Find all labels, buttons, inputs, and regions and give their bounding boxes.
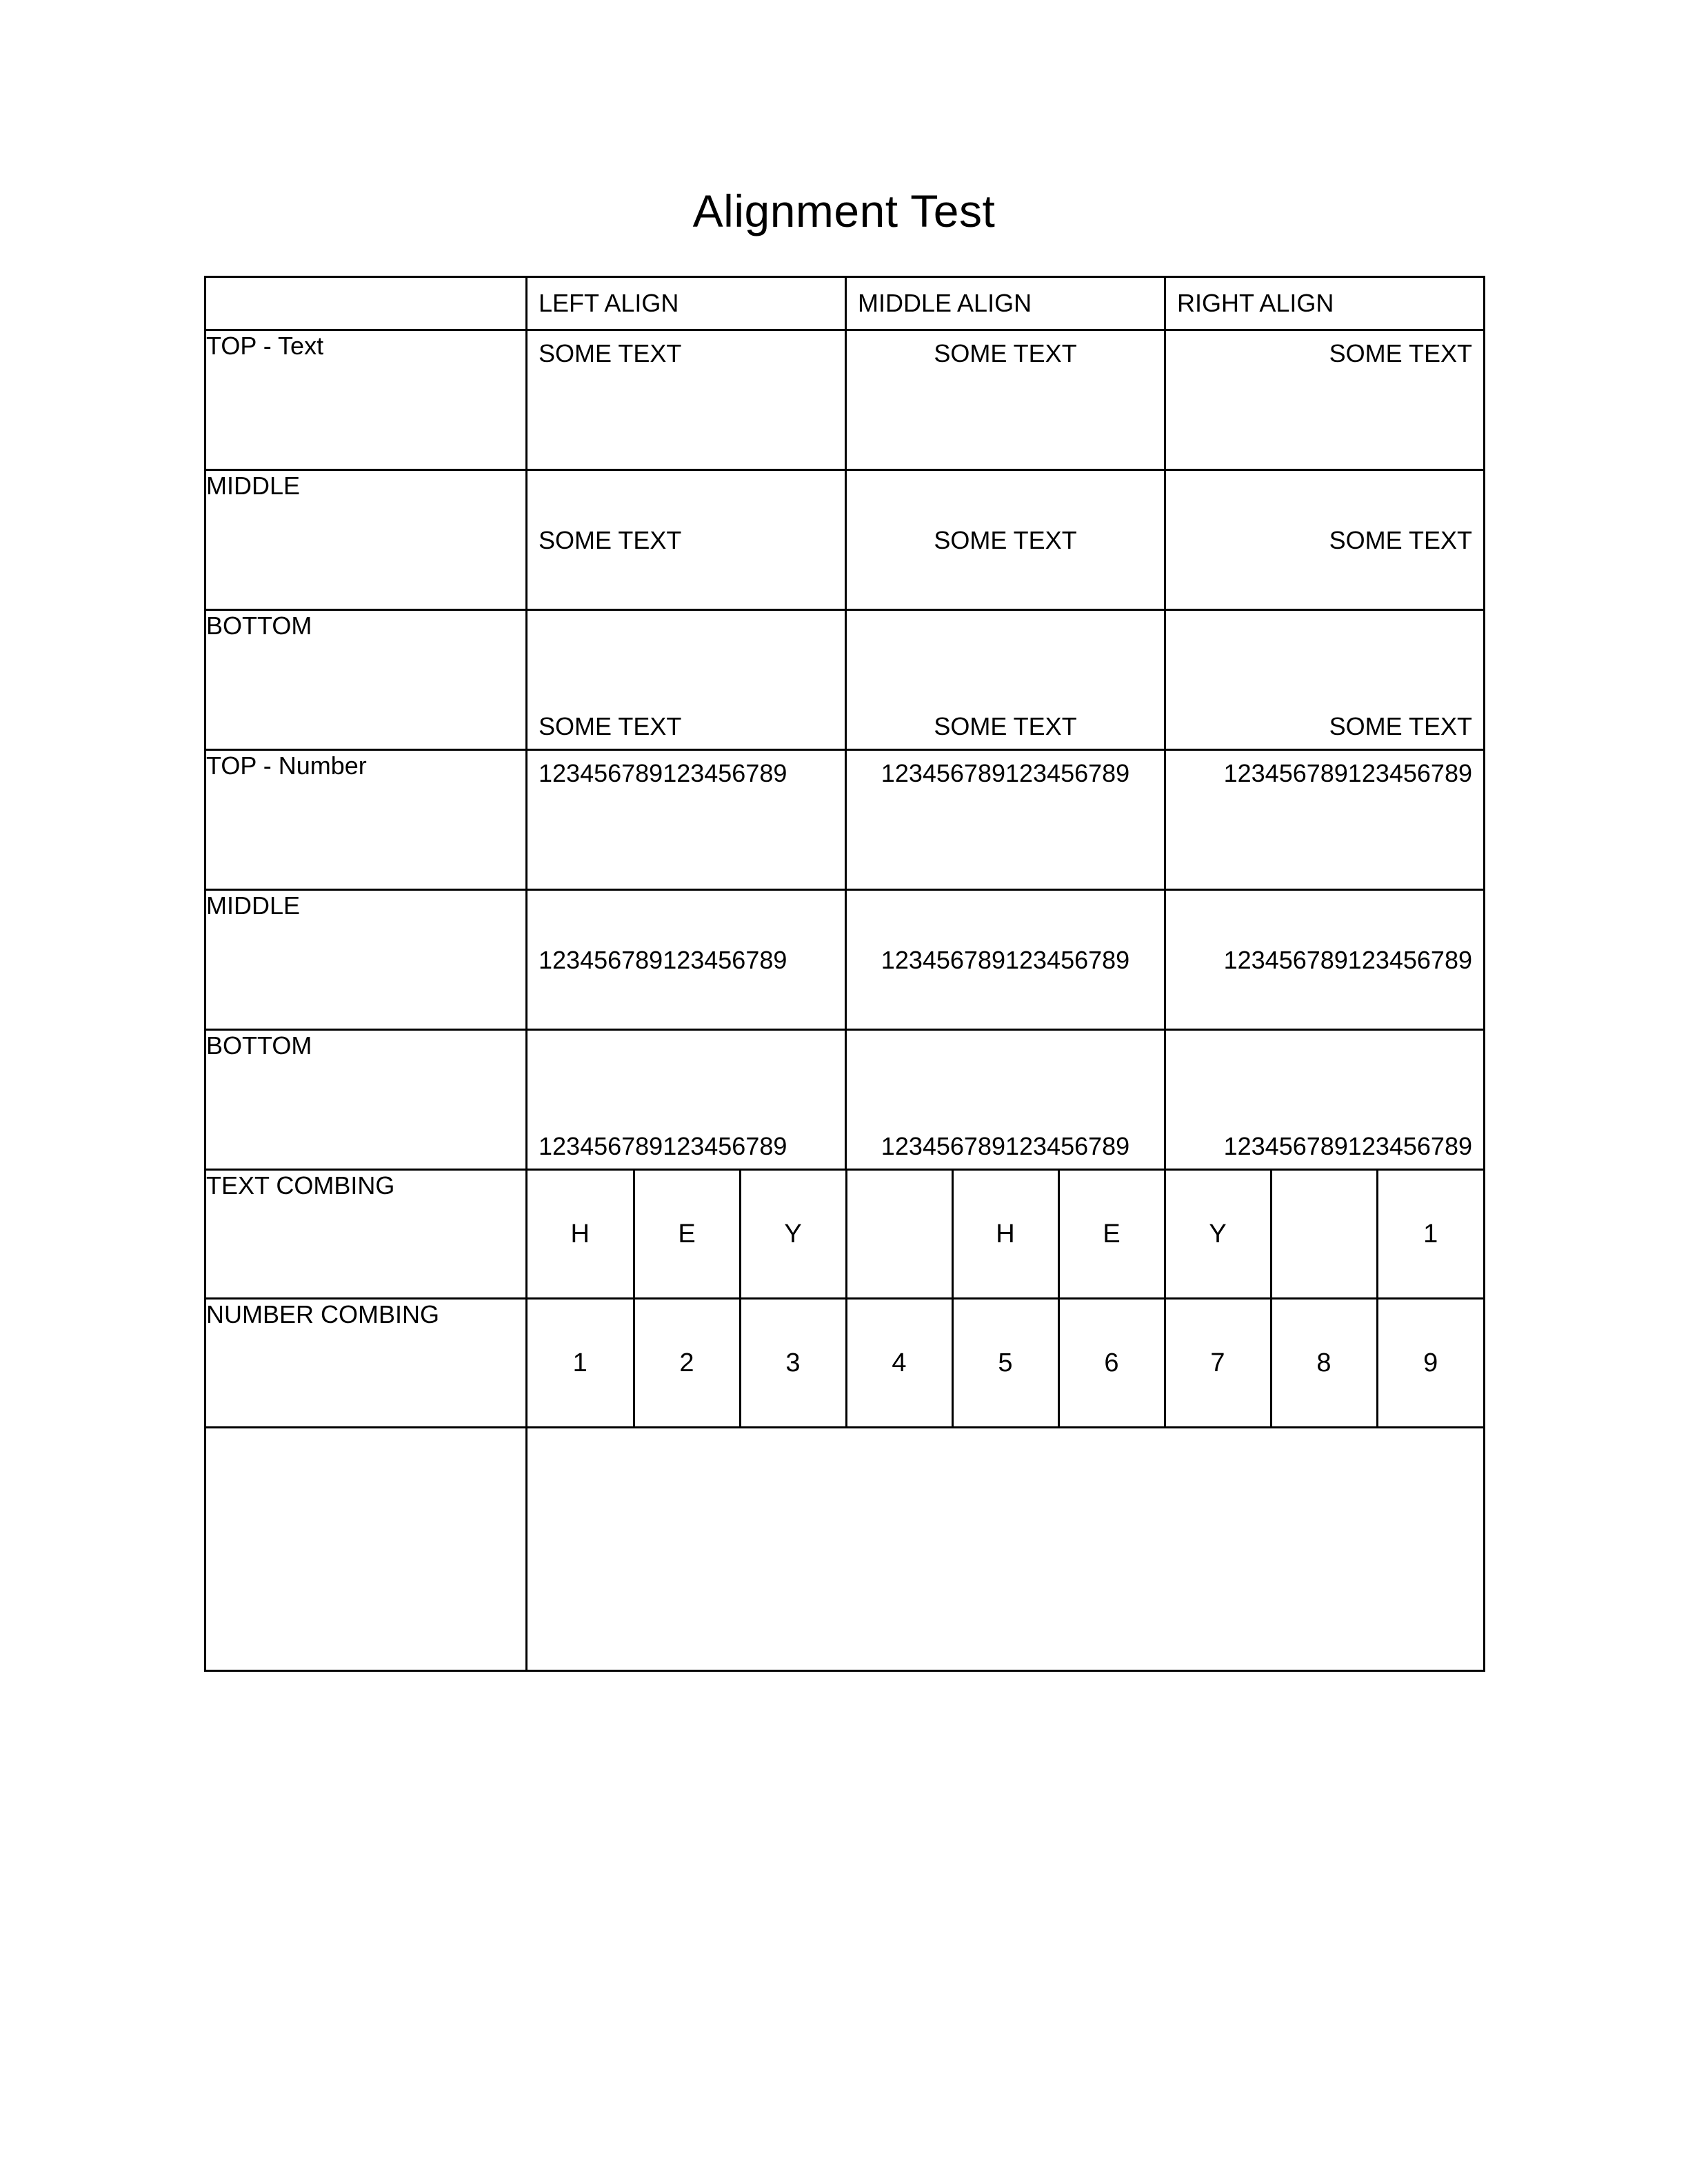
cell-value: SOME TEXT bbox=[1329, 339, 1472, 367]
header-cell-right-align bbox=[1165, 277, 1485, 330]
row-label-text-combing: TEXT COMBING bbox=[205, 1170, 527, 1299]
comb-cell: 2 bbox=[634, 1300, 740, 1426]
comb-cell: 6 bbox=[1058, 1300, 1165, 1426]
cell-top-right bbox=[1165, 330, 1485, 470]
table-row-text-combing bbox=[205, 1170, 1485, 1299]
header-cell-empty bbox=[205, 277, 527, 330]
cell-number-top-center bbox=[846, 750, 1165, 890]
cell-value: 123456789123456789 bbox=[881, 1132, 1130, 1160]
cell-number-middle-right bbox=[1165, 890, 1485, 1030]
comb-cell: 8 bbox=[1271, 1300, 1377, 1426]
row-label-middle-text: MIDDLE bbox=[205, 470, 527, 610]
comb-cell: E bbox=[1058, 1171, 1165, 1297]
row-label-middle-number: MIDDLE bbox=[205, 890, 527, 1030]
cell-number-bottom-left bbox=[527, 1030, 846, 1170]
table-row-number-combing bbox=[205, 1299, 1485, 1428]
comb-cell: 9 bbox=[1377, 1300, 1483, 1426]
cell-value: 123456789123456789 bbox=[881, 945, 1130, 974]
row-label-bottom-text: BOTTOM bbox=[205, 610, 527, 750]
header-cell-middle-align bbox=[846, 277, 1165, 330]
comb-cell bbox=[1271, 1171, 1377, 1297]
header-label-left: LEFT ALIGN bbox=[539, 289, 679, 317]
comb-cell: Y bbox=[740, 1171, 846, 1297]
cell-value: 123456789123456789 bbox=[1223, 1132, 1472, 1160]
cell-value: SOME TEXT bbox=[934, 339, 1077, 367]
comb-cell: 4 bbox=[846, 1300, 952, 1426]
table-row bbox=[205, 890, 1485, 1030]
number-combing-cells bbox=[527, 1299, 1485, 1428]
blank-row-value bbox=[527, 1428, 1485, 1671]
comb-cell: 5 bbox=[952, 1300, 1058, 1426]
cell-value: 123456789123456789 bbox=[539, 1132, 787, 1160]
comb-cell: 1 bbox=[1377, 1171, 1483, 1297]
comb-cell: Y bbox=[1165, 1171, 1271, 1297]
comb-cell: 1 bbox=[528, 1300, 634, 1426]
table-row bbox=[205, 1030, 1485, 1170]
page-title: Alignment Test bbox=[692, 185, 996, 236]
comb-cell: H bbox=[528, 1171, 634, 1297]
table-row-blank bbox=[205, 1428, 1485, 1671]
cell-value: SOME TEXT bbox=[539, 339, 682, 367]
table-row bbox=[205, 750, 1485, 890]
row-label-number-combing: NUMBER COMBING bbox=[205, 1299, 527, 1428]
cell-middle-center bbox=[846, 470, 1165, 610]
cell-value: 123456789123456789 bbox=[1223, 945, 1472, 974]
alignment-test-table bbox=[204, 276, 1484, 1672]
cell-number-middle-center bbox=[846, 890, 1165, 1030]
cell-number-top-left bbox=[527, 750, 846, 890]
blank-row-label bbox=[205, 1428, 527, 1671]
cell-value: SOME TEXT bbox=[539, 712, 682, 740]
cell-value: SOME TEXT bbox=[934, 525, 1077, 554]
text-combing-cells bbox=[527, 1170, 1485, 1299]
cell-value: 123456789123456789 bbox=[539, 759, 787, 787]
cell-number-bottom-center bbox=[846, 1030, 1165, 1170]
header-label-middle: MIDDLE ALIGN bbox=[858, 289, 1032, 317]
cell-bottom-center bbox=[846, 610, 1165, 750]
row-label-top-number: TOP - Number bbox=[205, 750, 527, 890]
cell-bottom-right bbox=[1165, 610, 1485, 750]
cell-value: SOME TEXT bbox=[934, 712, 1077, 740]
row-label-top-text: TOP - Text bbox=[205, 330, 527, 470]
cell-value: 123456789123456789 bbox=[881, 759, 1130, 787]
comb-cell bbox=[846, 1171, 952, 1297]
text-combing-grid bbox=[528, 1171, 1483, 1297]
cell-value: SOME TEXT bbox=[1329, 712, 1472, 740]
comb-cell: 3 bbox=[740, 1300, 846, 1426]
cell-middle-right bbox=[1165, 470, 1485, 610]
cell-number-middle-left bbox=[527, 890, 846, 1030]
table-row bbox=[205, 330, 1485, 470]
header-label-right: RIGHT ALIGN bbox=[1177, 289, 1334, 317]
cell-middle-left bbox=[527, 470, 846, 610]
cell-top-center bbox=[846, 330, 1165, 470]
cell-bottom-left bbox=[527, 610, 846, 750]
cell-number-bottom-right bbox=[1165, 1030, 1485, 1170]
comb-cell: E bbox=[634, 1171, 740, 1297]
header-cell-left-align bbox=[527, 277, 846, 330]
table-row bbox=[205, 470, 1485, 610]
comb-cell: 7 bbox=[1165, 1300, 1271, 1426]
comb-cell: H bbox=[952, 1171, 1058, 1297]
cell-top-left bbox=[527, 330, 846, 470]
cell-value: SOME TEXT bbox=[539, 525, 682, 554]
cell-value: SOME TEXT bbox=[1329, 525, 1472, 554]
cell-value: 123456789123456789 bbox=[1223, 759, 1472, 787]
table-header-row bbox=[205, 277, 1485, 330]
row-label-bottom-number: BOTTOM bbox=[205, 1030, 527, 1170]
table-row bbox=[205, 610, 1485, 750]
cell-value: 123456789123456789 bbox=[539, 945, 787, 974]
cell-number-top-right bbox=[1165, 750, 1485, 890]
number-combing-grid bbox=[528, 1300, 1483, 1426]
main-table bbox=[204, 276, 1485, 1672]
